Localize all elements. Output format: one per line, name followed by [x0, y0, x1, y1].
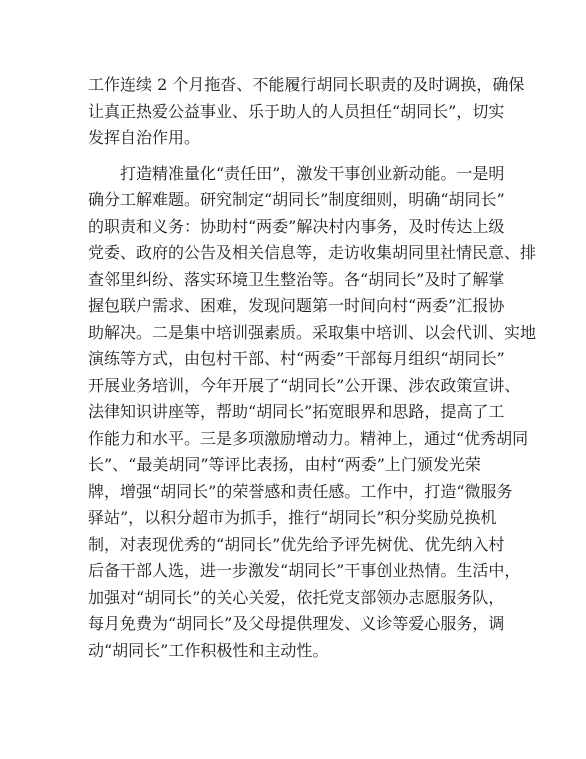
text-line: 演练等方式，由包村干部、村“两委”干部每月组织“胡同长” [88, 349, 505, 368]
text-line: 让真正热爱公益事业、乐于助人的人员担任“胡同长”，切实 [88, 101, 505, 121]
text-line: 开展业务培训，今年开展了“胡同长”公开课、涉农政策宣讲、 [88, 375, 521, 395]
text-line: 作能力和水平。三是多项激励增动力。精神上，通过“优秀胡同 [88, 428, 529, 448]
text-line [88, 691, 500, 718]
text-line: 牌，增强“胡同长”的荣誉感和责任感。工作中，打造“微服务 [88, 481, 513, 501]
text-line: 制，对表现优秀的“胡同长”优先给予评先树优、优先纳入村 [88, 534, 505, 554]
text-line: 握包联户需求、困难，发现问题第一时间向村“两委”汇报协 [88, 296, 505, 315]
text-line: 工作连续 2 个月拖沓、不能履行胡同长职责的及时调换，确保 [88, 75, 525, 94]
text-line: 每月免费为“胡同长”及父母提供理发、义诊等爱心服务，调 [88, 614, 505, 633]
text-line: 动“胡同长”工作积极性和主动性。 [88, 640, 329, 660]
paragraph-spacer [88, 152, 500, 161]
text-line: 确分工解难题。研究制定“胡同长”制度细则，明确“胡同长” [88, 190, 505, 209]
text-line: 发挥自治作用。 [88, 128, 201, 147]
text-line: 党委、政府的公告及相关信息等，走访收集胡同里社情民意、排 [88, 243, 537, 262]
text-line: 驿站”，以积分超市为抓手，推行“胡同长”积分奖励兑换机 [88, 508, 497, 527]
text-line: 助解决。二是集中培训强素质。采取集中培训、以会代训、实地 [88, 322, 537, 342]
text-line: 的职责和义务：协助村“两委”解决村内事务，及时传达上级 [88, 216, 505, 236]
text-line: 打造精准量化“责任田”，激发干事创业新动能。一是明 [120, 163, 505, 183]
text-line [88, 664, 500, 691]
text-line: 查邻里纠纷、落实环境卫生整治等。各“胡同长”及时了解掌 [88, 269, 505, 289]
text-line: 后备干部人选，进一步激发“胡同长”干事创业热情。生活中， [88, 561, 521, 580]
paragraph-2 [88, 161, 537, 718]
document-body [88, 72, 537, 717]
text-line: 长”、“最美胡同”等评比表扬，由村“两委”上门颁发光荣 [88, 455, 481, 474]
text-line: 加强对“胡同长”的关心关爱，依托党支部领办志愿服务队， [88, 587, 505, 607]
text-line: 法律知识讲座等，帮助“胡同长”拓宽眼界和思路，提高了工 [88, 402, 505, 421]
paragraph-1 [88, 72, 525, 152]
